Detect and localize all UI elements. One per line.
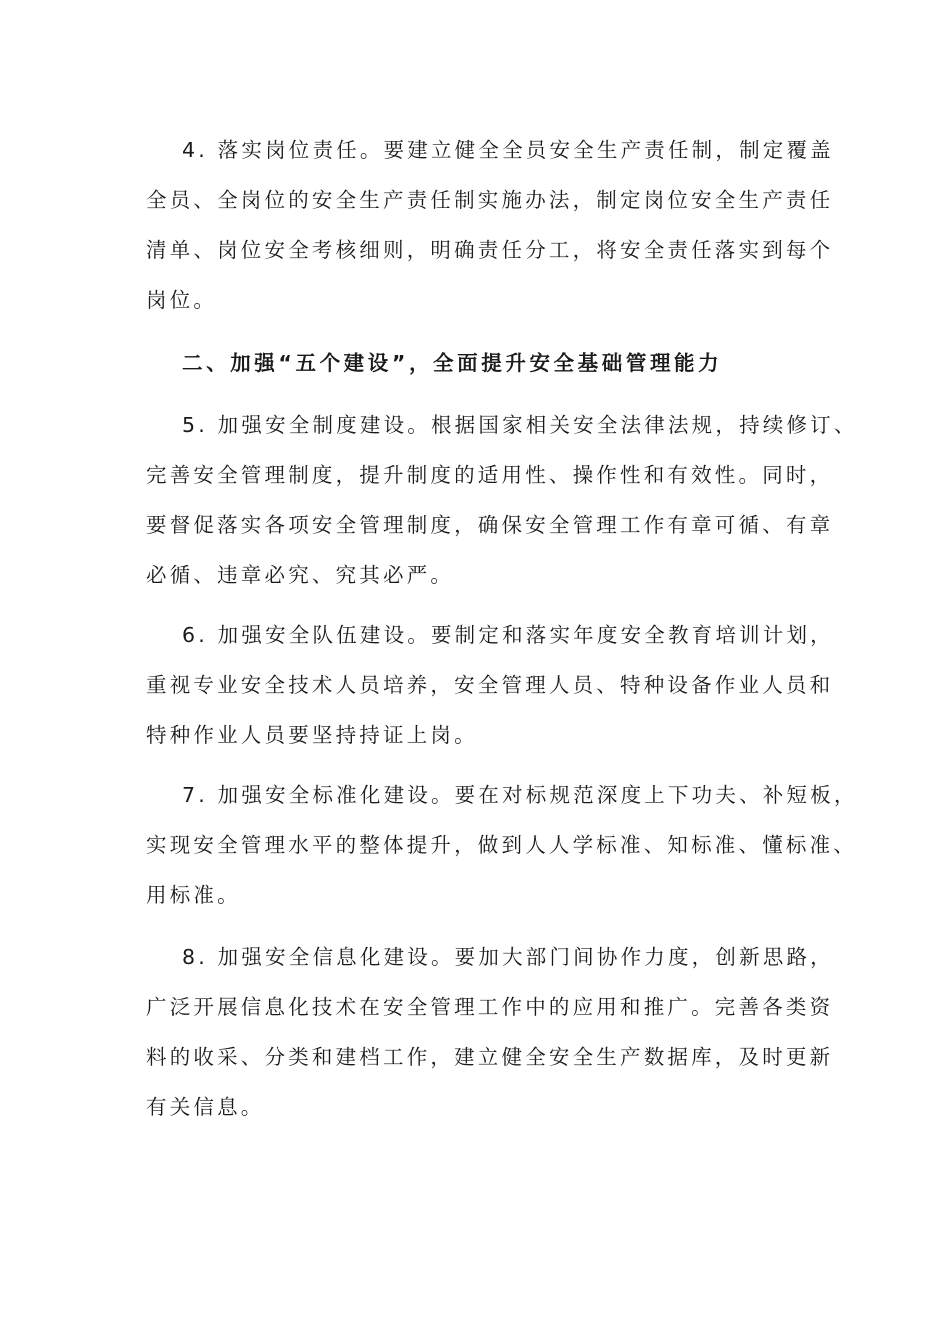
paragraph-4-line-2: 全员、全岗位的安全生产责任制实施办法，制定岗位安全生产责任 [146, 188, 834, 212]
paragraph-4-line-1: 4. 落实岗位责任。要建立健全全员安全生产责任制，制定覆盖 [182, 138, 834, 162]
paragraph-7-line-3: 用标准。 [146, 883, 241, 907]
paragraph-5-line-1: 5. 加强安全制度建设。根据国家相关安全法律法规，持续修订、 [182, 413, 858, 437]
paragraph-4-line-4: 岗位。 [146, 288, 218, 312]
paragraph-7-line-2: 实现安全管理水平的整体提升，做到人人学标准、知标准、懂标准、 [146, 833, 857, 857]
paragraph-5-line-2: 完善安全管理制度，提升制度的适用性、操作性和有效性。同时， [146, 463, 834, 487]
paragraph-7-line-1: 7. 加强安全标准化建设。要在对标规范深度上下功夫、补短板， [182, 783, 858, 807]
paragraph-4-line-3: 清单、岗位安全考核细则，明确责任分工，将安全责任落实到每个 [146, 238, 834, 262]
paragraph-6-line-2: 重视专业安全技术人员培养，安全管理人员、特种设备作业人员和 [146, 673, 834, 697]
paragraph-8-line-1: 8. 加强安全信息化建设。要加大部门间协作力度，创新思路， [182, 945, 834, 969]
paragraph-8-line-4: 有关信息。 [146, 1095, 265, 1119]
section-heading: 二、加强“五个建设”，全面提升安全基础管理能力 [182, 351, 723, 375]
paragraph-6-line-1: 6. 加强安全队伍建设。要制定和落实年度安全教育培训计划， [182, 623, 834, 647]
paragraph-8-line-3: 料的收采、分类和建档工作，建立健全安全生产数据库，及时更新 [146, 1045, 834, 1069]
paragraph-8-line-2: 广泛开展信息化技术在安全管理工作中的应用和推广。完善各类资 [146, 995, 834, 1019]
paragraph-5-line-3: 要督促落实各项安全管理制度，确保安全管理工作有章可循、有章 [146, 513, 834, 537]
paragraph-5-line-4: 必循、违章必究、究其必严。 [146, 563, 455, 587]
paragraph-6-line-3: 特种作业人员要坚持持证上岗。 [146, 723, 478, 747]
